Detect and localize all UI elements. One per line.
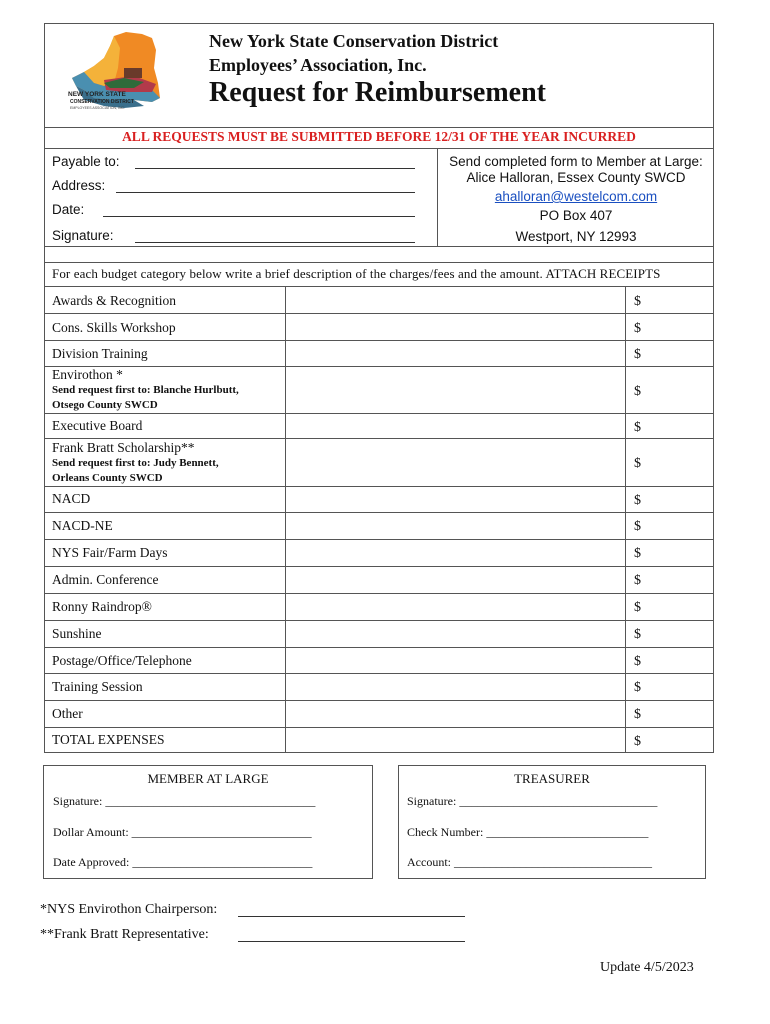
- payable-to-label: Payable to:: [52, 154, 120, 169]
- category-envirothon: Envirothon *: [52, 367, 123, 382]
- amount-symbol: $: [634, 546, 641, 561]
- address-field[interactable]: [116, 192, 415, 193]
- amount-symbol: $: [634, 456, 641, 471]
- category-sunshine: Sunshine: [52, 626, 102, 641]
- category-cons-skills-workshop: Cons. Skills Workshop: [52, 320, 176, 335]
- category-admin-conference: Admin. Conference: [52, 572, 159, 587]
- page-title: Request for Reimbursement: [209, 77, 546, 108]
- ny-state-map-icon: [64, 28, 164, 128]
- treasurer-heading: TREASURER: [514, 771, 590, 786]
- category-note: Orleans County SWCD: [52, 472, 163, 484]
- send-to-heading: Send completed form to Member at Large:: [449, 154, 703, 169]
- category-note: Otsego County SWCD: [52, 399, 158, 411]
- svg-text:NEW YORK STATE: NEW YORK STATE: [68, 91, 126, 98]
- envirothon-chair-label: *NYS Envirothon Chairperson:: [40, 902, 218, 917]
- payable-to-field[interactable]: [135, 168, 415, 169]
- envirothon-chair-field[interactable]: [238, 916, 465, 917]
- amount-symbol: $: [634, 573, 641, 588]
- send-to-po-box: PO Box 407: [539, 208, 613, 223]
- category-awards-recognition: Awards & Recognition: [52, 293, 176, 308]
- svg-text:CONSERVATION DISTRICT: CONSERVATION DISTRICT: [70, 99, 134, 105]
- send-to-city: Westport, NY 12993: [515, 229, 637, 244]
- bratt-rep-label: **Frank Bratt Representative:: [40, 927, 209, 942]
- send-to-name: Alice Halloran, Essex County SWCD: [466, 170, 686, 185]
- instructions: For each budget category below write a brief description of the charges/fees and the amount. ATTACH RECEIPTS: [52, 266, 661, 281]
- date-field[interactable]: [103, 216, 415, 217]
- amount-symbol: $: [634, 294, 641, 309]
- amount-symbol: $: [634, 654, 641, 669]
- deadline-notice: ALL REQUESTS MUST BE SUBMITTED BEFORE 12/31 OF THE YEAR INCURRED: [122, 129, 636, 144]
- category-note: Send request first to: Blanche Hurlbutt,: [52, 384, 239, 396]
- signature-field[interactable]: [135, 242, 415, 243]
- update-date: Update 4/5/2023: [600, 960, 694, 975]
- treasurer-account-field[interactable]: Account: _________________________________: [407, 855, 652, 869]
- category-note: Send request first to: Judy Bennett,: [52, 457, 219, 469]
- category-executive-board: Executive Board: [52, 418, 143, 433]
- amount-symbol: $: [634, 707, 641, 722]
- category-nys-fair: NYS Fair/Farm Days: [52, 545, 168, 560]
- category-total-expenses: TOTAL EXPENSES: [52, 732, 165, 747]
- signature-label: Signature:: [52, 228, 114, 243]
- date-label: Date:: [52, 202, 85, 217]
- amount-symbol: $: [634, 734, 641, 749]
- amount-symbol: $: [634, 347, 641, 362]
- treasurer-check-number-field[interactable]: Check Number: ___________________________: [407, 825, 649, 839]
- member-date-approved-field[interactable]: Date Approved: ______________________________: [53, 855, 313, 869]
- send-to-email-link[interactable]: ahalloran@westelcom.com: [494, 189, 658, 204]
- category-postage-office-telephone: Postage/Office/Telephone: [52, 653, 192, 668]
- category-division-training: Division Training: [52, 346, 148, 361]
- category-nacd: NACD: [52, 491, 91, 506]
- category-ronny-raindrop: Ronny Raindrop®: [52, 599, 152, 614]
- category-other: Other: [52, 706, 83, 721]
- amount-symbol: $: [634, 627, 641, 642]
- amount-symbol: $: [634, 519, 641, 534]
- amount-symbol: $: [634, 321, 641, 336]
- amount-symbol: $: [634, 420, 641, 435]
- divider: [44, 148, 714, 149]
- amount-symbol: $: [634, 493, 641, 508]
- amount-symbol: $: [634, 680, 641, 695]
- divider: [44, 127, 714, 128]
- org-name-line1: New York State Conservation District: [209, 31, 499, 51]
- amount-symbol: $: [634, 600, 641, 615]
- member-signature-field[interactable]: Signature: ___________________________________: [53, 794, 316, 808]
- divider: [44, 246, 714, 247]
- address-label: Address:: [52, 178, 106, 193]
- category-training-session: Training Session: [52, 679, 143, 694]
- org-name-line2: Employees’ Association, Inc.: [209, 55, 427, 75]
- divider: [44, 262, 714, 263]
- category-frank-bratt-scholarship: Frank Bratt Scholarship**: [52, 440, 195, 455]
- member-dollar-amount-field[interactable]: Dollar Amount: ______________________________: [53, 825, 312, 839]
- member-at-large-heading: MEMBER AT LARGE: [147, 771, 269, 786]
- association-logo: [64, 28, 164, 128]
- svg-text:EMPLOYEES ASSOCIATION, INC.: EMPLOYEES ASSOCIATION, INC.: [70, 106, 125, 110]
- category-nacd-ne: NACD-NE: [52, 518, 113, 533]
- amount-symbol: $: [634, 384, 641, 399]
- treasurer-signature-field[interactable]: Signature: _________________________________: [407, 794, 658, 808]
- bratt-rep-field[interactable]: [238, 941, 465, 942]
